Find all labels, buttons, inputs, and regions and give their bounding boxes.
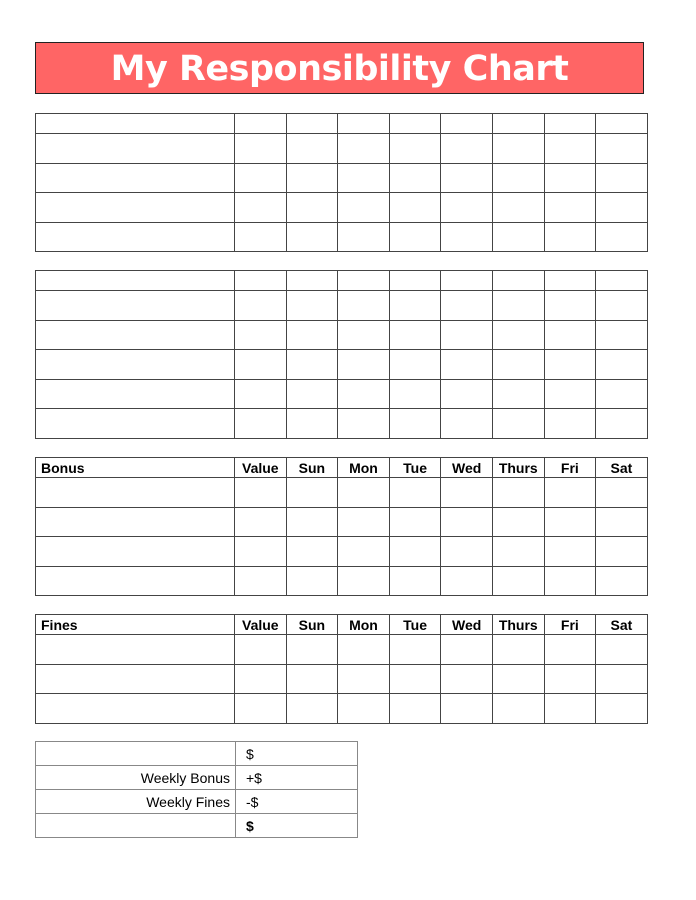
check-cell[interactable] xyxy=(596,694,648,724)
table-row xyxy=(36,694,648,724)
check-cell[interactable] xyxy=(389,193,441,223)
check-cell[interactable] xyxy=(338,134,390,164)
check-cell[interactable] xyxy=(441,664,493,694)
check-cell[interactable] xyxy=(441,291,493,321)
check-cell[interactable] xyxy=(338,350,390,380)
table-header-row xyxy=(36,114,648,134)
summary-value[interactable]: -$ xyxy=(236,790,358,814)
check-cell[interactable] xyxy=(544,537,596,567)
check-cell[interactable] xyxy=(441,163,493,193)
check-cell[interactable] xyxy=(389,291,441,321)
check-cell[interactable] xyxy=(596,635,648,665)
check-cell[interactable] xyxy=(286,537,338,567)
summary-row xyxy=(36,790,358,814)
table-row xyxy=(36,320,648,350)
check-cell[interactable] xyxy=(338,291,390,321)
check-cell[interactable] xyxy=(286,222,338,252)
task-cell[interactable] xyxy=(36,566,235,596)
check-cell[interactable] xyxy=(338,694,390,724)
table-row xyxy=(36,507,648,537)
column-header xyxy=(286,271,338,291)
check-cell[interactable] xyxy=(544,507,596,537)
check-cell[interactable] xyxy=(596,537,648,567)
check-cell[interactable] xyxy=(441,379,493,409)
column-header: Sat xyxy=(596,458,648,478)
check-cell[interactable] xyxy=(338,409,390,439)
check-cell[interactable] xyxy=(235,409,287,439)
check-cell[interactable] xyxy=(338,478,390,508)
table-row xyxy=(36,635,648,665)
check-cell[interactable] xyxy=(286,664,338,694)
check-cell[interactable] xyxy=(492,379,544,409)
check-cell[interactable] xyxy=(544,163,596,193)
responsibilities-2-table xyxy=(35,270,648,439)
check-cell[interactable] xyxy=(389,694,441,724)
check-cell[interactable] xyxy=(492,291,544,321)
check-cell[interactable] xyxy=(544,291,596,321)
check-cell[interactable] xyxy=(235,379,287,409)
summary-value[interactable]: +$ xyxy=(236,766,358,790)
check-cell[interactable] xyxy=(544,566,596,596)
column-header xyxy=(389,114,441,134)
page-title: My Responsibility Chart xyxy=(35,42,644,94)
summary-value[interactable]: $ xyxy=(236,742,358,766)
table-header-row xyxy=(36,458,648,478)
task-cell[interactable] xyxy=(36,291,235,321)
check-cell[interactable] xyxy=(235,320,287,350)
check-cell[interactable] xyxy=(389,664,441,694)
summary-row xyxy=(36,742,358,766)
check-cell[interactable] xyxy=(235,507,287,537)
check-cell[interactable] xyxy=(596,320,648,350)
column-header: Thurs xyxy=(492,615,544,635)
column-header xyxy=(441,114,493,134)
check-cell[interactable] xyxy=(544,350,596,380)
check-cell[interactable] xyxy=(286,478,338,508)
check-cell[interactable] xyxy=(596,350,648,380)
task-cell[interactable] xyxy=(36,664,235,694)
column-header xyxy=(596,271,648,291)
column-header: Sat xyxy=(596,615,648,635)
responsibilities-1-table xyxy=(35,113,648,252)
check-cell[interactable] xyxy=(544,694,596,724)
task-cell[interactable] xyxy=(36,350,235,380)
check-cell[interactable] xyxy=(389,350,441,380)
table-row xyxy=(36,664,648,694)
check-cell[interactable] xyxy=(596,222,648,252)
check-cell[interactable] xyxy=(492,350,544,380)
table-row xyxy=(36,350,648,380)
task-cell[interactable] xyxy=(36,222,235,252)
table-label: Bonus xyxy=(36,458,235,478)
check-cell[interactable] xyxy=(596,163,648,193)
check-cell[interactable] xyxy=(389,507,441,537)
table-row xyxy=(36,478,648,508)
table-row xyxy=(36,134,648,164)
check-cell[interactable] xyxy=(235,222,287,252)
column-header: Fri xyxy=(544,458,596,478)
check-cell[interactable] xyxy=(441,350,493,380)
check-cell[interactable] xyxy=(596,193,648,223)
check-cell[interactable] xyxy=(235,478,287,508)
task-cell[interactable] xyxy=(36,694,235,724)
task-cell[interactable] xyxy=(36,134,235,164)
summary-row xyxy=(36,814,358,838)
summary-label: Weekly Bonus xyxy=(36,766,236,790)
check-cell[interactable] xyxy=(441,478,493,508)
check-cell[interactable] xyxy=(441,409,493,439)
table-row xyxy=(36,379,648,409)
task-cell[interactable] xyxy=(36,193,235,223)
check-cell[interactable] xyxy=(544,320,596,350)
check-cell[interactable] xyxy=(286,134,338,164)
check-cell[interactable] xyxy=(441,507,493,537)
check-cell[interactable] xyxy=(235,537,287,567)
column-header xyxy=(492,271,544,291)
check-cell[interactable] xyxy=(389,379,441,409)
column-header xyxy=(235,114,287,134)
check-cell[interactable] xyxy=(441,566,493,596)
check-cell[interactable] xyxy=(286,635,338,665)
column-header xyxy=(492,114,544,134)
check-cell[interactable] xyxy=(338,635,390,665)
check-cell[interactable] xyxy=(235,291,287,321)
check-cell[interactable] xyxy=(286,694,338,724)
check-cell[interactable] xyxy=(235,163,287,193)
check-cell[interactable] xyxy=(338,664,390,694)
check-cell[interactable] xyxy=(389,222,441,252)
check-cell[interactable] xyxy=(441,222,493,252)
column-header xyxy=(441,271,493,291)
column-header: Wed xyxy=(441,615,493,635)
summary-label xyxy=(36,742,236,766)
task-cell[interactable] xyxy=(36,379,235,409)
task-cell[interactable] xyxy=(36,537,235,567)
check-cell[interactable] xyxy=(286,507,338,537)
check-cell[interactable] xyxy=(441,635,493,665)
column-header xyxy=(544,271,596,291)
check-cell[interactable] xyxy=(235,664,287,694)
check-cell[interactable] xyxy=(286,320,338,350)
check-cell[interactable] xyxy=(338,507,390,537)
check-cell[interactable] xyxy=(544,134,596,164)
check-cell[interactable] xyxy=(286,291,338,321)
column-header: Tue xyxy=(389,458,441,478)
check-cell[interactable] xyxy=(235,635,287,665)
check-cell[interactable] xyxy=(235,134,287,164)
check-cell[interactable] xyxy=(389,478,441,508)
check-cell[interactable] xyxy=(596,507,648,537)
check-cell[interactable] xyxy=(492,193,544,223)
check-cell[interactable] xyxy=(235,350,287,380)
task-cell[interactable] xyxy=(36,507,235,537)
check-cell[interactable] xyxy=(596,379,648,409)
check-cell[interactable] xyxy=(286,379,338,409)
check-cell[interactable] xyxy=(235,566,287,596)
column-header xyxy=(389,271,441,291)
summary-label xyxy=(36,814,236,838)
column-header xyxy=(544,114,596,134)
check-cell[interactable] xyxy=(492,409,544,439)
task-cell[interactable] xyxy=(36,409,235,439)
check-cell[interactable] xyxy=(338,163,390,193)
check-cell[interactable] xyxy=(492,222,544,252)
task-cell[interactable] xyxy=(36,635,235,665)
column-header xyxy=(338,271,390,291)
column-header: Value xyxy=(235,615,287,635)
check-cell[interactable] xyxy=(286,566,338,596)
column-header: Tue xyxy=(389,615,441,635)
table-row xyxy=(36,409,648,439)
check-cell[interactable] xyxy=(544,193,596,223)
check-cell[interactable] xyxy=(338,222,390,252)
table-label: Fines xyxy=(36,615,235,635)
column-header: Wed xyxy=(441,458,493,478)
table-header-row xyxy=(36,271,648,291)
check-cell[interactable] xyxy=(338,193,390,223)
table-row xyxy=(36,566,648,596)
summary-value[interactable]: $ xyxy=(236,814,358,838)
table-row xyxy=(36,222,648,252)
check-cell[interactable] xyxy=(544,635,596,665)
summary-table xyxy=(35,741,358,838)
check-cell[interactable] xyxy=(492,694,544,724)
check-cell[interactable] xyxy=(389,163,441,193)
check-cell[interactable] xyxy=(596,409,648,439)
check-cell[interactable] xyxy=(544,222,596,252)
column-header: Thurs xyxy=(492,458,544,478)
check-cell[interactable] xyxy=(286,163,338,193)
table-row xyxy=(36,537,648,567)
check-cell[interactable] xyxy=(338,379,390,409)
column-header: Sun xyxy=(286,458,338,478)
check-cell[interactable] xyxy=(441,320,493,350)
check-cell[interactable] xyxy=(596,566,648,596)
check-cell[interactable] xyxy=(596,478,648,508)
column-header: Mon xyxy=(338,458,390,478)
check-cell[interactable] xyxy=(544,379,596,409)
check-cell[interactable] xyxy=(389,566,441,596)
check-cell[interactable] xyxy=(492,134,544,164)
column-header: Value xyxy=(235,458,287,478)
check-cell[interactable] xyxy=(492,664,544,694)
column-header xyxy=(596,114,648,134)
check-cell[interactable] xyxy=(235,694,287,724)
check-cell[interactable] xyxy=(235,193,287,223)
task-cell[interactable] xyxy=(36,163,235,193)
column-header xyxy=(235,271,287,291)
check-cell[interactable] xyxy=(544,478,596,508)
check-cell[interactable] xyxy=(286,350,338,380)
check-cell[interactable] xyxy=(441,134,493,164)
check-cell[interactable] xyxy=(338,320,390,350)
column-header xyxy=(286,114,338,134)
check-cell[interactable] xyxy=(596,291,648,321)
check-cell[interactable] xyxy=(492,537,544,567)
check-cell[interactable] xyxy=(338,537,390,567)
table-label xyxy=(36,271,235,291)
task-cell[interactable] xyxy=(36,320,235,350)
check-cell[interactable] xyxy=(492,566,544,596)
check-cell[interactable] xyxy=(492,478,544,508)
column-header: Sun xyxy=(286,615,338,635)
table-row xyxy=(36,291,648,321)
check-cell[interactable] xyxy=(389,635,441,665)
check-cell[interactable] xyxy=(389,134,441,164)
check-cell[interactable] xyxy=(441,193,493,223)
fines-table xyxy=(35,614,648,724)
check-cell[interactable] xyxy=(286,409,338,439)
check-cell[interactable] xyxy=(389,409,441,439)
column-header xyxy=(338,114,390,134)
table-row xyxy=(36,163,648,193)
summary-label: Weekly Fines xyxy=(36,790,236,814)
table-row xyxy=(36,193,648,223)
check-cell[interactable] xyxy=(286,193,338,223)
check-cell[interactable] xyxy=(596,134,648,164)
column-header: Fri xyxy=(544,615,596,635)
check-cell[interactable] xyxy=(596,664,648,694)
check-cell[interactable] xyxy=(441,537,493,567)
column-header: Mon xyxy=(338,615,390,635)
check-cell[interactable] xyxy=(338,566,390,596)
table-label xyxy=(36,114,235,134)
table-header-row xyxy=(36,615,648,635)
check-cell[interactable] xyxy=(441,694,493,724)
check-cell[interactable] xyxy=(544,664,596,694)
check-cell[interactable] xyxy=(492,163,544,193)
summary-row xyxy=(36,766,358,790)
check-cell[interactable] xyxy=(544,409,596,439)
check-cell[interactable] xyxy=(492,635,544,665)
check-cell[interactable] xyxy=(389,537,441,567)
check-cell[interactable] xyxy=(389,320,441,350)
task-cell[interactable] xyxy=(36,478,235,508)
bonus-table xyxy=(35,457,648,596)
check-cell[interactable] xyxy=(492,507,544,537)
check-cell[interactable] xyxy=(492,320,544,350)
